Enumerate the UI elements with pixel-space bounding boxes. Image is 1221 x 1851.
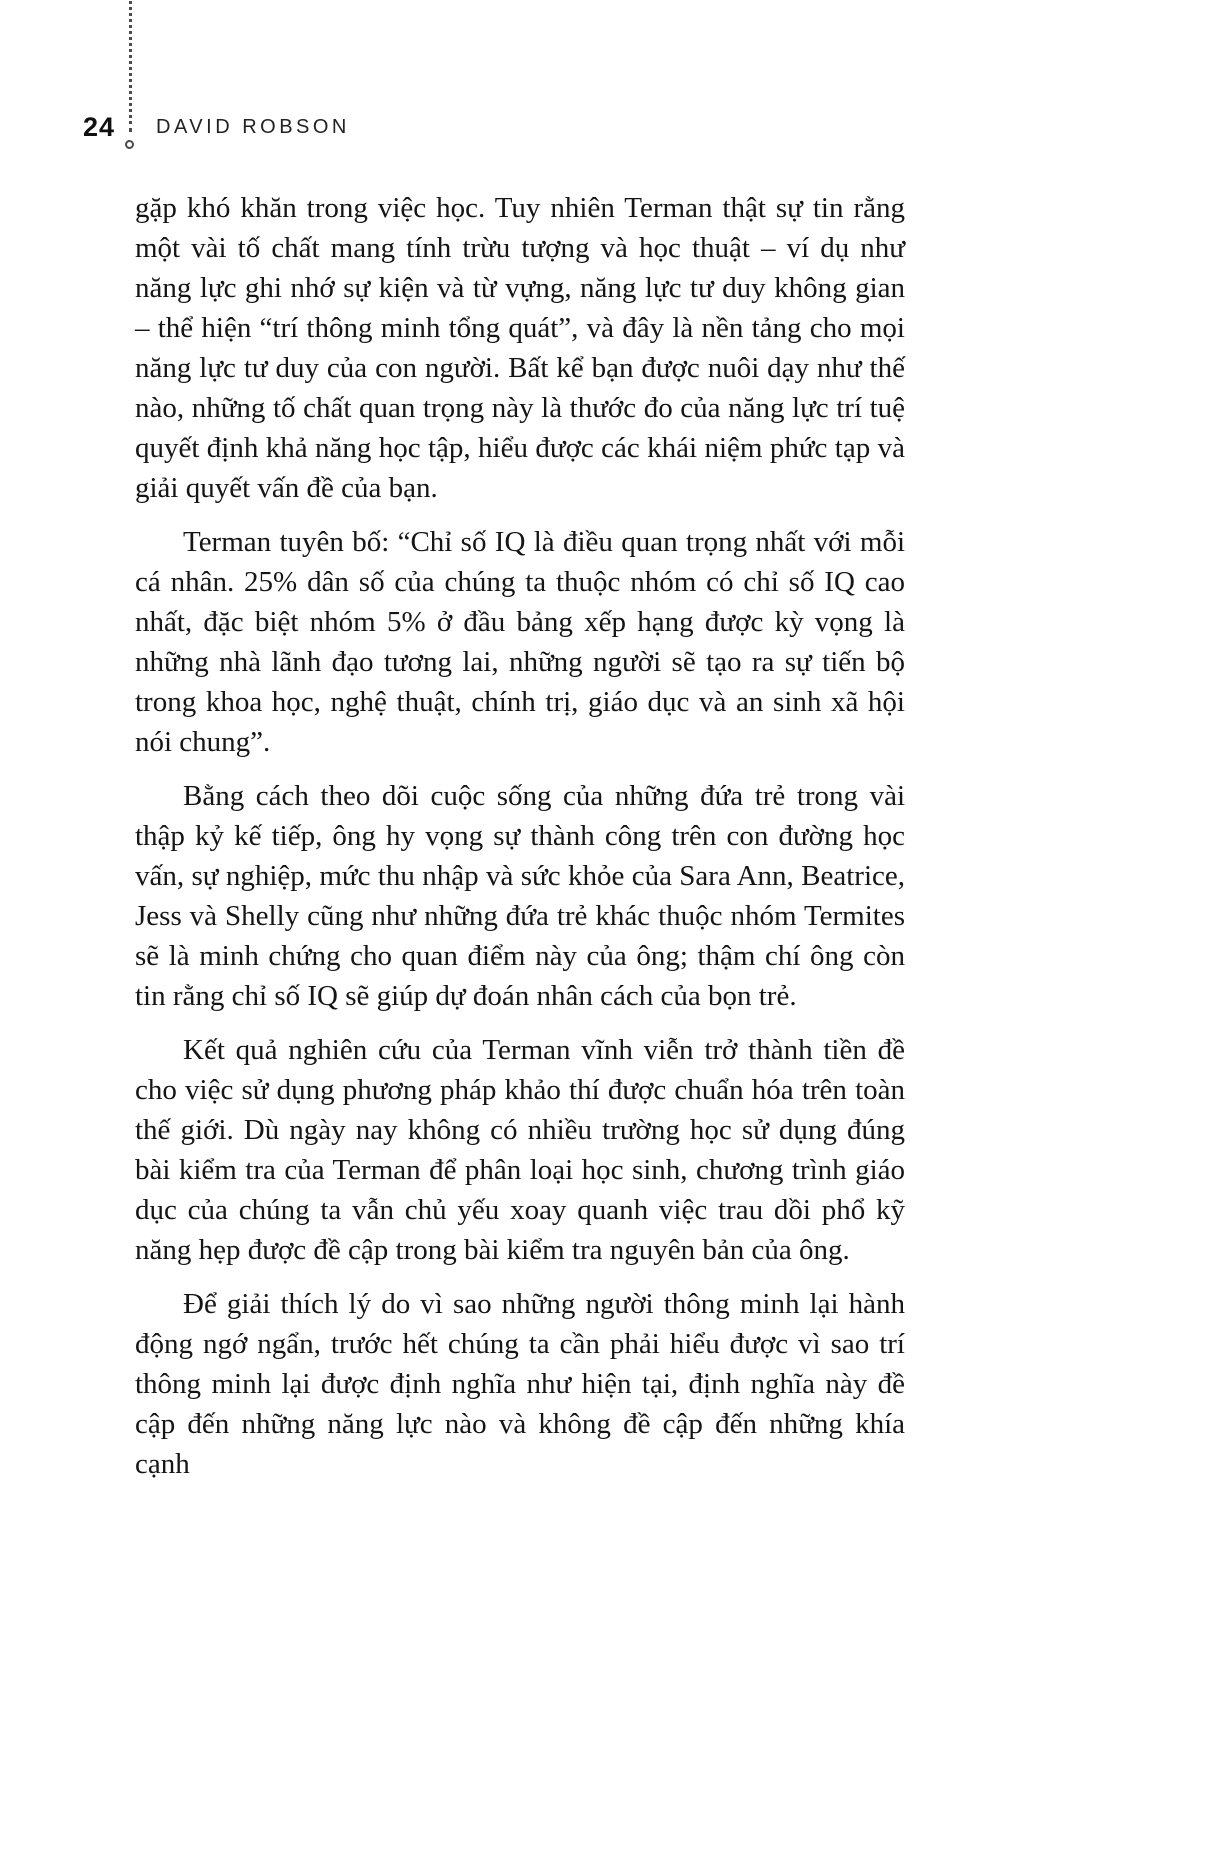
body-text [135, 188, 905, 1484]
running-head [0, 112, 1221, 148]
paragraph-1: gặp khó khăn trong việc học. Tuy nhiên Terman thật sự tin rằng một vài tố chất mang tính trừu tượng và học thuật – ví dụ như năng lực ghi nhớ sự kiện và từ vựng, năng lực tư duy không gian – thể hiện “trí thông minh tổng quát”, và đây là nền tảng cho mọi năng lực tư duy của con người. Bất kể bạn được nuôi dạy như thế nào, những tố chất quan trọng này là thước đo của năng lực trí tuệ quyết định khả năng học tập, hiểu được các khái niệm phức tạp và giải quyết vấn đề của bạn. [135, 192, 905, 504]
paragraph-2: Terman tuyên bố: “Chỉ số IQ là điều quan trọng nhất với mỗi cá nhân. 25% dân số của chúng ta thuộc nhóm có chỉ số IQ cao nhất, đặc biệt nhóm 5% ở đầu bảng xếp hạng được kỳ vọng là những nhà lãnh đạo tương lai, những người sẽ tạo ra sự tiến bộ trong khoa học, nghệ thuật, chính trị, giáo dục và an sinh xã hội nói chung”. [135, 526, 905, 758]
page-number: 24 [83, 112, 116, 142]
running-head-author: DAVID ROBSON [156, 116, 350, 138]
paragraph-5: Để giải thích lý do vì sao những người thông minh lại hành động ngớ ngẩn, trước hết chúng ta cần phải hiểu được vì sao trí thông minh lại được định nghĩa như hiện tại, định nghĩa này đề cập đến những năng lực nào và không đề cập đến những khía cạnh [135, 1288, 905, 1480]
paragraph-3: Bằng cách theo dõi cuộc sống của những đứa trẻ trong vài thập kỷ kế tiếp, ông hy vọng sự thành công trên con đường học vấn, sự nghiệp, mức thu nhập và sức khỏe của Sara Ann, Beatrice, Jess và Shelly cũng như những đứa trẻ khác thuộc nhóm Termites sẽ là minh chứng cho quan điểm này của ông; thậm chí ông còn tin rằng chỉ số IQ sẽ giúp dự đoán nhân cách của bọn trẻ. [135, 780, 905, 1012]
paragraph-4: Kết quả nghiên cứu của Terman vĩnh viễn trở thành tiền đề cho việc sử dụng phương pháp khảo thí được chuẩn hóa trên toàn thế giới. Dù ngày nay không có nhiều trường học sử dụng đúng bài kiểm tra của Terman để phân loại học sinh, chương trình giáo dục của chúng ta vẫn chủ yếu xoay quanh việc trau dồi phổ kỹ năng hẹp được đề cập trong bài kiểm tra nguyên bản của ông. [135, 1034, 905, 1266]
